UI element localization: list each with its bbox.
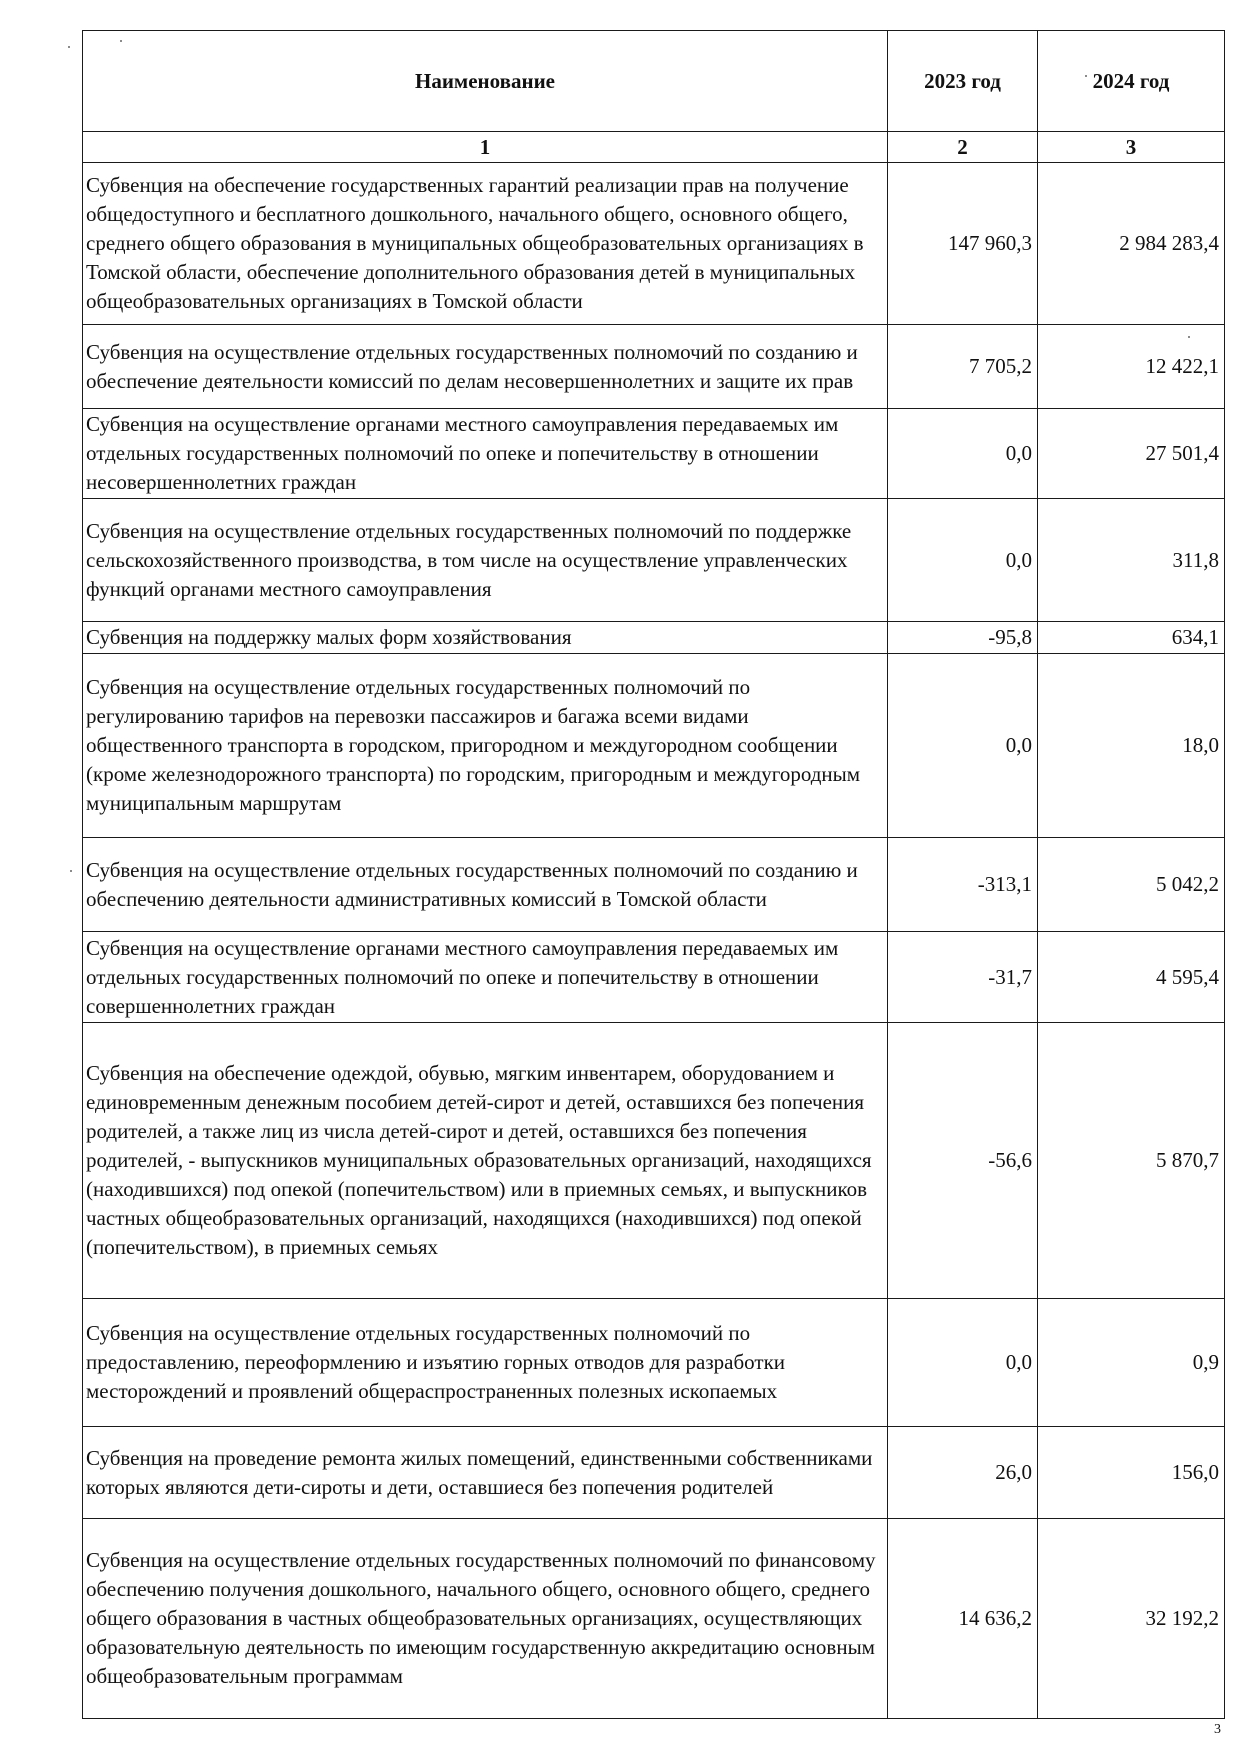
table-row: [83, 838, 1225, 932]
row-name: Субвенция на осуществление отдельных государственных полномочий по поддержке сельскохозяйственного производства, в том числе на осуществление управленческих функций органами местного самоуправления: [83, 499, 888, 622]
table-row: [83, 1427, 1225, 1519]
row-name: Субвенция на осуществление отдельных государственных полномочий по созданию и обеспечению деятельности административных комиссий в Томской области: [83, 838, 888, 932]
value-2024: 634,1: [1038, 622, 1225, 654]
table-row: [83, 1023, 1225, 1299]
row-name: Субвенция на осуществление органами местного самоуправления передаваемых им отдельных государственных полномочий по опеке и попечительству в отношении совершеннолетних граждан: [83, 932, 888, 1023]
table-row: [83, 163, 1225, 325]
value-2024: 0,9: [1038, 1299, 1225, 1427]
header-2023: 2023 год: [888, 31, 1038, 132]
row-name: Субвенция на осуществление отдельных государственных полномочий по регулированию тарифов на перевозки пассажиров и багажа всеми видами общественного транспорта в городском, пригородном и междугородном сообщении (кроме железнодорожного транспорта) по городским, пригородным и междугородным муниципальным маршрутам: [83, 654, 888, 838]
row-name: Субвенция на осуществление отдельных государственных полномочий по созданию и обеспечение деятельности комиссий по делам несовершеннолетних и защите их прав: [83, 325, 888, 409]
value-2024: 156,0: [1038, 1427, 1225, 1519]
table-row: [83, 654, 1225, 838]
column-number-2: 2: [888, 132, 1038, 163]
value-2024: 2 984 283,4: [1038, 163, 1225, 325]
value-2023: 0,0: [888, 499, 1038, 622]
value-2024: 12 422,1: [1038, 325, 1225, 409]
row-name: Субвенция на проведение ремонта жилых помещений, единственными собственниками которых являются дети-сироты и дети, оставшиеся без попечения родителей: [83, 1427, 888, 1519]
column-number-row: [83, 132, 1225, 163]
value-2023: 0,0: [888, 1299, 1038, 1427]
scan-speck: [70, 870, 72, 872]
value-2024: 5 870,7: [1038, 1023, 1225, 1299]
row-name: Субвенция на обеспечение государственных гарантий реализации прав на получение общедоступного и бесплатного дошкольного, начального общего, основного общего, среднего общего образования в муниципальных общеобразовательных организациях в Томской области, обеспечение дополнительного образования детей в муниципальных общеобразовательных организациях в Томской области: [83, 163, 888, 325]
header-2024: 2024 год: [1038, 31, 1225, 132]
column-number-3: 3: [1038, 132, 1225, 163]
value-2023: 147 960,3: [888, 163, 1038, 325]
value-2023: -56,6: [888, 1023, 1038, 1299]
value-2023: 14 636,2: [888, 1519, 1038, 1719]
value-2023: 7 705,2: [888, 325, 1038, 409]
row-name: Субвенция на поддержку малых форм хозяйствования: [83, 622, 888, 654]
value-2023: -313,1: [888, 838, 1038, 932]
row-name: Субвенция на осуществление органами местного самоуправления передаваемых им отдельных государственных полномочий по опеке и попечительству в отношении несовершеннолетних граждан: [83, 409, 888, 499]
value-2024: 311,8: [1038, 499, 1225, 622]
header-name: Наименование: [83, 31, 888, 132]
table-row: [83, 932, 1225, 1023]
value-2024: 4 595,4: [1038, 932, 1225, 1023]
value-2024: 5 042,2: [1038, 838, 1225, 932]
scan-speck: [1188, 336, 1190, 338]
table-row: [83, 1519, 1225, 1719]
header-row: [83, 31, 1225, 132]
table-row: [83, 325, 1225, 409]
table-row: [83, 1299, 1225, 1427]
subvention-table: [82, 30, 1225, 1719]
value-2024: 27 501,4: [1038, 409, 1225, 499]
value-2023: 0,0: [888, 409, 1038, 499]
value-2023: -31,7: [888, 932, 1038, 1023]
column-number-1: 1: [83, 132, 888, 163]
table-row: [83, 622, 1225, 654]
row-name: Субвенция на осуществление отдельных государственных полномочий по предоставлению, переоформлению и изъятию горных отводов для разработки месторождений и проявлений общераспространенных полезных ископаемых: [83, 1299, 888, 1427]
row-name: Субвенция на осуществление отдельных государственных полномочий по финансовому обеспечению получения дошкольного, начального общего, основного общего, среднего общего образования в частных общеобразовательных организациях, осуществляющих образовательную деятельность по имеющим государственную аккредитацию основным общеобразовательным программам: [83, 1519, 888, 1719]
table-row: [83, 409, 1225, 499]
scan-speck: [1085, 75, 1087, 77]
value-2023: -95,8: [888, 622, 1038, 654]
table-row: [83, 499, 1225, 622]
scan-speck: [120, 40, 122, 42]
row-name: Субвенция на обеспечение одеждой, обувью, мягким инвентарем, оборудованием и единовременным денежным пособием детей-сирот и детей, оставшихся без попечения родителей, а также лиц из числа детей-сирот и детей, оставшихся без попечения родителей, - выпускников муниципальных образовательных организаций, находящихся (находившихся) под опекой (попечительством) или в приемных семьях, и выпускников частных общеобразовательных организаций, находящихся (находившихся) под опекой (попечительством), в приемных семьях: [83, 1023, 888, 1299]
scan-speck: [68, 46, 70, 48]
page-number: 3: [1214, 1722, 1221, 1737]
value-2023: 26,0: [888, 1427, 1038, 1519]
value-2024: 32 192,2: [1038, 1519, 1225, 1719]
value-2023: 0,0: [888, 654, 1038, 838]
value-2024: 18,0: [1038, 654, 1225, 838]
